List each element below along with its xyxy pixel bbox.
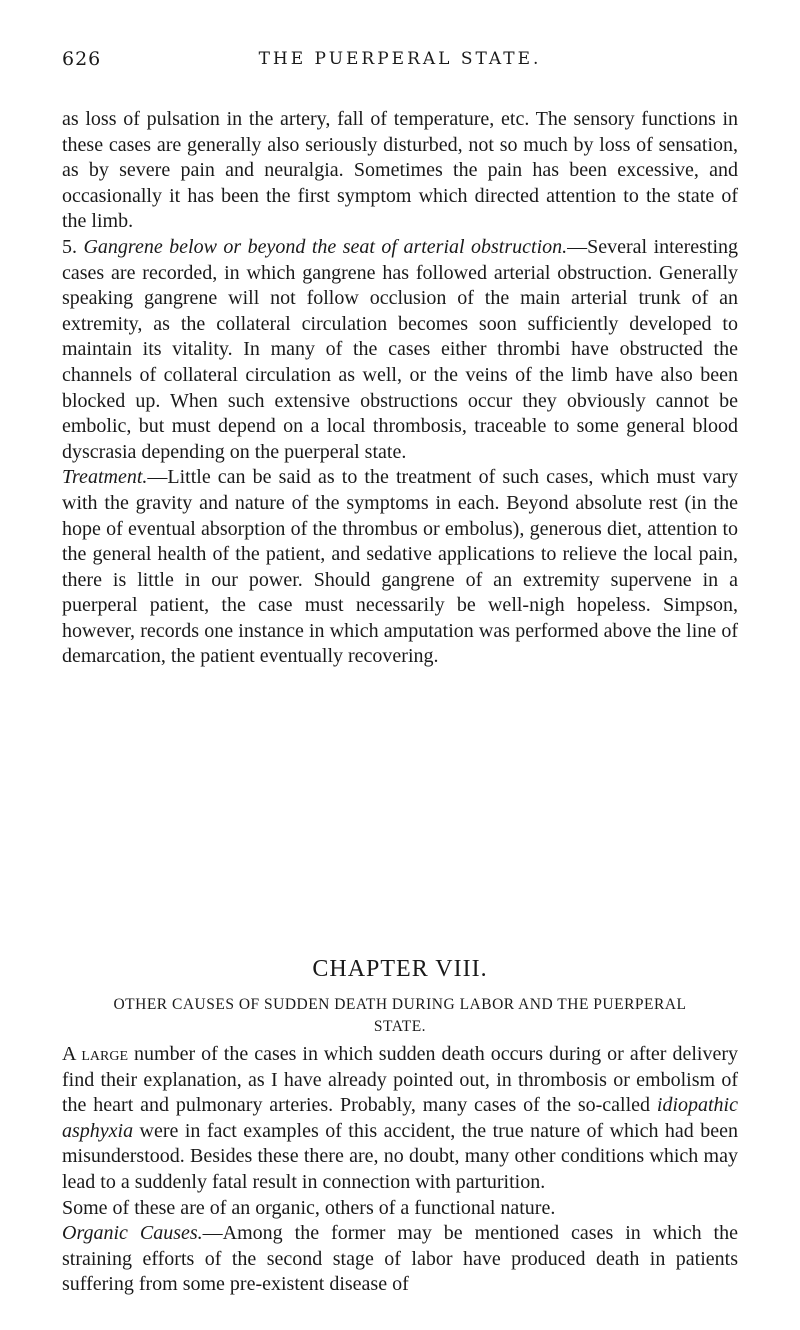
- paragraph-sensory: as loss of pulsation in the artery, fall of temperature, etc. The sensory functions in these cases are generally also seriously disturbed, not so much by loss of sensation, as by severe pain and neuralgia. Sometimes the pain has been excessive, and occasionally it has been the first symptom which directed attention to the state of the limb.: [62, 108, 738, 233]
- paragraph-intro: [62, 1042, 738, 1196]
- intro-italic: idiopathic asphyxia: [62, 1094, 738, 1142]
- treatment-heading: Treatment.: [62, 466, 148, 489]
- paragraph-organic: [62, 1221, 738, 1298]
- chapter-subtitle: OTHER CAUSES OF SUDDEN DEATH DURING LABOR AND THE PUERPERAL STATE.: [113, 996, 687, 1035]
- section-sudden-death: [62, 1042, 738, 1298]
- organic-text: —Among the former may be mentioned cases in which the straining efforts of the second stage of labor have produced death in patients suffering from some pre-existent disease of: [62, 1222, 738, 1296]
- page-header: [62, 48, 738, 78]
- section-arterial-obstruction: [62, 107, 738, 670]
- chapter-title: CHAPTER VIII.: [312, 956, 488, 982]
- drop-lead: A: [62, 1043, 76, 1065]
- paragraph-treatment: [62, 465, 738, 670]
- lead-smallcaps: large: [81, 1043, 129, 1065]
- intro-text-a: number of the cases in which sudden death occurs during or after delivery find their explanation, as I have already pointed out, in thrombosis or embolism of the heart and pulmonary arteries. Probably, many cases of the so-called: [62, 1043, 738, 1117]
- gangrene-text: —Several interesting cases are recorded, in which gangrene has followed arterial obstruction. Generally speaking gangrene will not follow occlusion of the main arterial trunk of an extremity, as the collateral circulation becomes soon sufficiently developed to maintain its vitality. In many of the cases either thrombi have obstructed the channels of collateral circulation as well, or the veins of the limb have also been blocked up. When such extensive obstructions occur they obviously cannot be embolic, but must depend on a local thrombosis, traceable to some general blood dyscrasia depending on the puerperal state.: [62, 235, 738, 463]
- intro-text-b: were in fact examples of this accident, the true nature of which had been misunderstood. Besides these there are, no doubt, many other conditions which may lead to a suddenly fatal result in connection with parturition.: [62, 1119, 738, 1193]
- gangrene-heading: Gangrene below or beyond the seat of arterial obstruction.: [83, 235, 568, 258]
- item-number: 5.: [62, 235, 77, 258]
- page-number: 626: [62, 48, 102, 70]
- paragraph-gangrene: [62, 235, 738, 465]
- organic-heading: Organic Causes.: [62, 1222, 203, 1245]
- treatment-text: —Little can be said as to the treatment of such cases, which must vary with the gravity and nature of the symptoms in each. Beyond absolute rest (in the hope of eventual absorption of the thrombus or embolus), generous diet, attention to the general health of the patient, and sedative applications to relieve the local pain, there is little in our power. Should gangrene of an extremity supervene in a puerperal patient, the case must necessarily be well-nigh hopeless. Simpson, however, records one instance in which amputation was performed above the line of demarcation, the patient eventually recovering.: [62, 466, 738, 668]
- running-title: THE PUERPERAL STATE.: [258, 49, 542, 69]
- paragraph-nature: Some of these are of an organic, others of a functional nature.: [62, 1196, 556, 1219]
